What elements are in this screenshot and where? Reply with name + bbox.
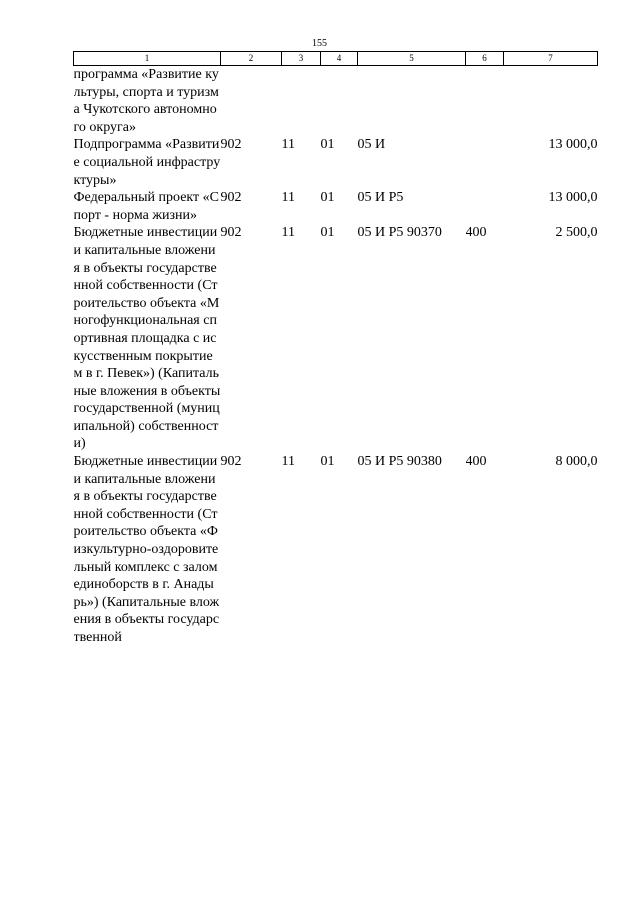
row-expense-type bbox=[466, 136, 504, 189]
table-row bbox=[74, 453, 598, 647]
row-amount: 8 000,0 bbox=[555, 454, 598, 470]
page-number: 155 bbox=[312, 38, 327, 49]
column-header-3: 3 bbox=[282, 52, 321, 66]
row-name: Федеральный проект «Спорт - норма жизни» bbox=[73, 190, 219, 223]
row-code: 902 bbox=[220, 137, 242, 153]
row-name: Бюджетные инвестиции и капитальные вложения в объекты государственной собственности (Строительство объекта «Физкультурно-оздоровительный комплекс с залом единоборств в г. Анадырь») (Капитальные вложения в объекты государственной bbox=[73, 454, 220, 645]
row-name: Бюджетные инвестиции и капитальные вложения в объекты государственной собственности (Строительство объекта «Многофункциональная спортивная площадка с искусственным покрытием в г. Певек») (Капитальные вложения в объекты государственной (муниципальной) собственности) bbox=[73, 225, 221, 452]
row-code bbox=[221, 66, 282, 137]
column-header-4: 4 bbox=[321, 52, 358, 66]
table-body bbox=[74, 66, 598, 647]
row-name: программа «Развитие культуры, спорта и туризма Чукотского автономного округа» bbox=[73, 67, 219, 135]
row-amount bbox=[504, 66, 598, 137]
column-header-7: 7 bbox=[504, 52, 598, 66]
row-target bbox=[358, 66, 466, 137]
row-subsection: 01 bbox=[320, 225, 335, 241]
row-code: 902 bbox=[220, 454, 242, 470]
column-header-6: 6 bbox=[466, 52, 504, 66]
row-section: 11 bbox=[281, 190, 295, 206]
row-target: 05 И Р5 90380 bbox=[357, 454, 442, 470]
row-subsection: 01 bbox=[320, 454, 335, 470]
row-expense-type: 400 bbox=[465, 454, 487, 470]
row-target: 05 И Р5 bbox=[357, 190, 404, 206]
row-expense-type: 400 bbox=[465, 225, 487, 241]
column-header-1: 1 bbox=[74, 52, 221, 66]
row-section: 11 bbox=[281, 454, 295, 470]
row-amount: 13 000,0 bbox=[548, 190, 598, 206]
row-subsection: 01 bbox=[320, 137, 335, 153]
row-section: 11 bbox=[281, 137, 295, 153]
table-row bbox=[74, 224, 598, 453]
row-target: 05 И bbox=[357, 137, 386, 153]
row-amount: 2 500,0 bbox=[555, 225, 598, 241]
row-name: Подпрограмма «Развитие социальной инфраструктуры» bbox=[73, 137, 221, 188]
row-code: 902 bbox=[220, 190, 242, 206]
row-target: 05 И Р5 90370 bbox=[357, 225, 442, 241]
column-header-5: 5 bbox=[358, 52, 466, 66]
row-subsection: 01 bbox=[320, 190, 335, 206]
row-code: 902 bbox=[220, 225, 242, 241]
row-subsection bbox=[321, 66, 358, 137]
table-row bbox=[74, 66, 598, 137]
row-section bbox=[282, 66, 321, 137]
table-row bbox=[74, 189, 598, 224]
budget-table bbox=[73, 51, 598, 647]
row-section: 11 bbox=[281, 225, 295, 241]
row-expense-type bbox=[466, 189, 504, 224]
header-row bbox=[74, 52, 598, 66]
table-header bbox=[74, 52, 598, 66]
table-row bbox=[74, 136, 598, 189]
row-expense-type bbox=[466, 66, 504, 137]
row-amount: 13 000,0 bbox=[548, 137, 598, 153]
column-header-2: 2 bbox=[221, 52, 282, 66]
